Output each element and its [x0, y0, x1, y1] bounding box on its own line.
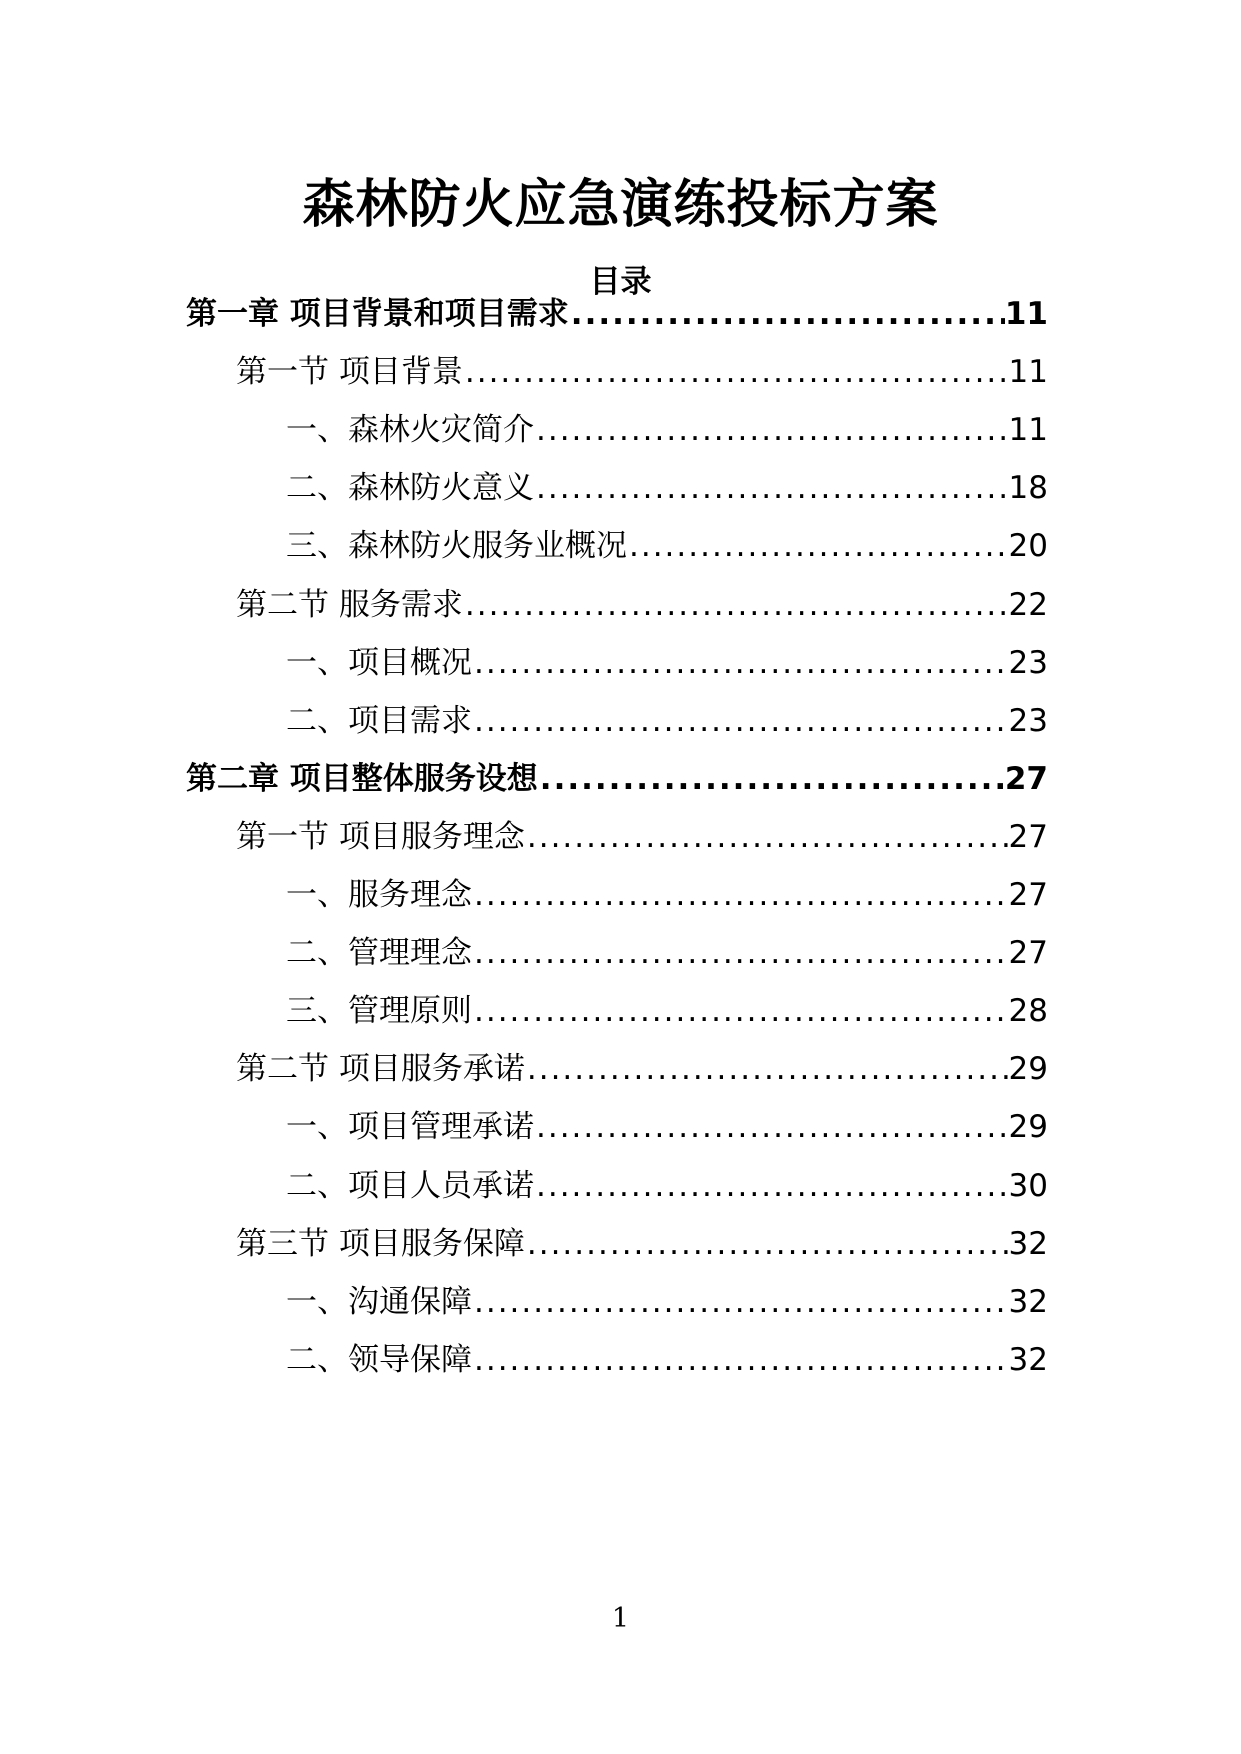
toc-entry-page: 23 — [1008, 703, 1048, 739]
toc-entry-page: 11 — [1008, 412, 1048, 448]
toc-entry-title: 一、沟通保障 — [286, 1284, 472, 1320]
toc-dot-leader — [472, 931, 1009, 975]
toc-entry-title: 一、森林火灾简介 — [286, 412, 534, 448]
toc-dot-leader — [463, 350, 1009, 394]
toc-entry[interactable] — [286, 408, 1048, 452]
toc-entry-page: 27 — [1004, 761, 1048, 797]
toc-entry-title: 一、服务理念 — [286, 877, 472, 913]
toc-entry-title: 一、项目管理承诺 — [286, 1109, 534, 1145]
toc-entry[interactable] — [286, 1105, 1048, 1149]
toc-entry[interactable] — [236, 583, 1048, 627]
document-title: 森林防火应急演练投标方案 — [302, 175, 939, 235]
toc-entry-title: 第一节 项目服务理念 — [236, 819, 525, 855]
toc-dot-leader — [463, 583, 1009, 627]
toc-entry[interactable] — [236, 1047, 1048, 1091]
toc-dot-leader — [534, 408, 1009, 452]
toc-entry[interactable] — [286, 873, 1048, 917]
toc-entry[interactable] — [286, 641, 1048, 685]
toc-entry-title: 第一节 项目背景 — [236, 354, 463, 390]
toc-entry[interactable] — [286, 1164, 1048, 1208]
toc-entry-page: 32 — [1008, 1342, 1048, 1378]
toc-entry-title: 三、管理原则 — [286, 993, 472, 1029]
toc-entry[interactable] — [286, 1280, 1048, 1324]
toc-entry-title: 二、项目需求 — [286, 703, 472, 739]
toc-entry-page: 29 — [1008, 1109, 1048, 1145]
toc-dot-leader — [534, 1105, 1009, 1149]
toc-entry-page: 27 — [1008, 877, 1048, 913]
toc-entry-page: 22 — [1008, 587, 1048, 623]
toc-entry-title: 第二节 项目服务承诺 — [236, 1051, 525, 1087]
toc-dot-leader — [569, 292, 1005, 336]
toc-entry-page: 11 — [1008, 354, 1048, 390]
toc-entry-title: 二、森林防火意义 — [286, 470, 534, 506]
toc-entry[interactable] — [236, 350, 1048, 394]
toc-entry-title: 第三节 项目服务保障 — [236, 1226, 525, 1262]
toc-entry-page: 29 — [1008, 1051, 1048, 1087]
toc-entry[interactable] — [286, 989, 1048, 1033]
toc-dot-leader — [627, 524, 1009, 568]
toc-entry-page: 28 — [1008, 993, 1048, 1029]
toc-heading: 目录 — [589, 264, 652, 300]
toc-entry[interactable] — [236, 1222, 1048, 1266]
toc-entry[interactable] — [186, 757, 1048, 801]
toc-dot-leader — [525, 1047, 1009, 1091]
toc-entry-title: 第一章 项目背景和项目需求 — [186, 296, 569, 332]
toc-entry-page: 32 — [1008, 1226, 1048, 1262]
toc-entry-page: 27 — [1008, 935, 1048, 971]
toc-dot-leader — [525, 815, 1009, 859]
toc-entry[interactable] — [236, 815, 1048, 859]
toc-entry-title: 一、项目概况 — [286, 645, 472, 681]
toc-entry-page: 18 — [1008, 470, 1048, 506]
toc-dot-leader — [472, 699, 1009, 743]
toc-entry[interactable] — [286, 466, 1048, 510]
toc-dot-leader — [534, 1164, 1009, 1208]
toc-entry-page: 11 — [1004, 296, 1048, 332]
toc-entry-page: 23 — [1008, 645, 1048, 681]
toc-entry-title: 二、项目人员承诺 — [286, 1168, 534, 1204]
toc-dot-leader — [472, 989, 1009, 1033]
toc-dot-leader — [472, 873, 1009, 917]
toc-dot-leader — [472, 641, 1009, 685]
toc-dot-leader — [472, 1280, 1009, 1324]
toc-entry[interactable] — [186, 292, 1048, 336]
toc-entry-page: 27 — [1008, 819, 1048, 855]
toc-entry-title: 第二章 项目整体服务设想 — [186, 761, 538, 797]
toc-entry-title: 二、领导保障 — [286, 1342, 472, 1378]
toc-dot-leader — [472, 1338, 1009, 1382]
toc-dot-leader — [538, 757, 1005, 801]
toc-entry[interactable] — [286, 699, 1048, 743]
toc-entry-page: 30 — [1008, 1168, 1048, 1204]
toc-dot-leader — [534, 466, 1009, 510]
toc-entry-title: 第二节 服务需求 — [236, 587, 463, 623]
toc-entry-title: 二、管理理念 — [286, 935, 472, 971]
toc-entry-page: 20 — [1008, 528, 1048, 564]
toc-entry[interactable] — [286, 931, 1048, 975]
toc-entry[interactable] — [286, 1338, 1048, 1382]
page-number: 1 — [611, 1603, 630, 1634]
toc-dot-leader — [525, 1222, 1009, 1266]
toc-entry-title: 三、森林防火服务业概况 — [286, 528, 627, 564]
toc-entry[interactable] — [286, 524, 1048, 568]
toc-entry-page: 32 — [1008, 1284, 1048, 1320]
